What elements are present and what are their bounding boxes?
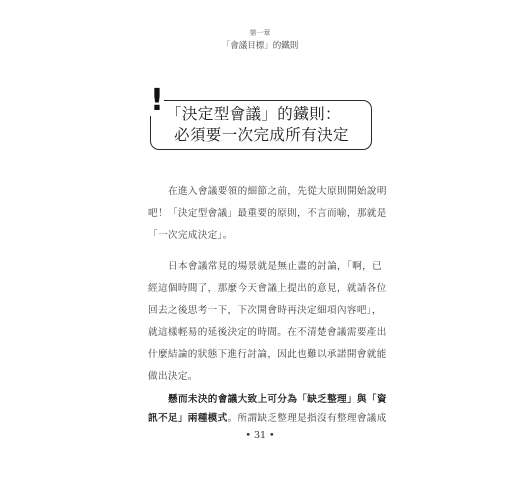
- exclamation-icon: !: [150, 83, 164, 118]
- paragraph-2-line-5: 什麼結論的狀態下進行討論，因此也難以承諾開會就能: [148, 349, 387, 360]
- paragraph-3-line-2-regular: 。所謂缺乏整理是指沒有整理會議成: [227, 413, 387, 424]
- paragraph-1-line-2: 吧！「決定型會議」最重要的原則，不言而喻，那就是: [148, 208, 387, 219]
- running-head-chapter: 第一章: [249, 29, 271, 37]
- paragraph-2-line-1: 日本會議常見的場景就是無止盡的討論，「啊，已: [168, 261, 382, 272]
- paragraph-2-line-4: 就這樣輕易的延後決定的時間。在不清楚會議需要產出: [148, 327, 387, 338]
- paragraph-2-line-3: 回去之後思考一下，下次開會時再決定細項內容吧」，: [148, 305, 382, 316]
- paragraph-3-line-2: [148, 414, 387, 424]
- page-number: • 31 •: [245, 430, 275, 441]
- section-heading-line-1: 「決定型會議」的鐵則：: [166, 105, 341, 123]
- section-heading-line-2: 必須要一次完成所有決定: [174, 126, 349, 144]
- paragraph-3-line-2-bold: 訊不足」兩種模式: [148, 413, 228, 424]
- paragraph-1-line-1: 在進入會議要領的細節之前，先從大原則開始說明: [168, 186, 387, 197]
- paragraph-2-line-2: 經這個時間了，那麼今天會議上提出的意見，就請各位: [148, 283, 387, 294]
- running-head-title: 「會議目標」的鐵則: [221, 41, 299, 51]
- paragraph-3-line-1: 懸而未決的會議大致上可分為「缺乏整理」與「資: [168, 394, 387, 405]
- paragraph-2-line-6: 做出決定。: [148, 371, 198, 382]
- paragraph-1-line-3: 「一次完成決定」。: [148, 230, 233, 241]
